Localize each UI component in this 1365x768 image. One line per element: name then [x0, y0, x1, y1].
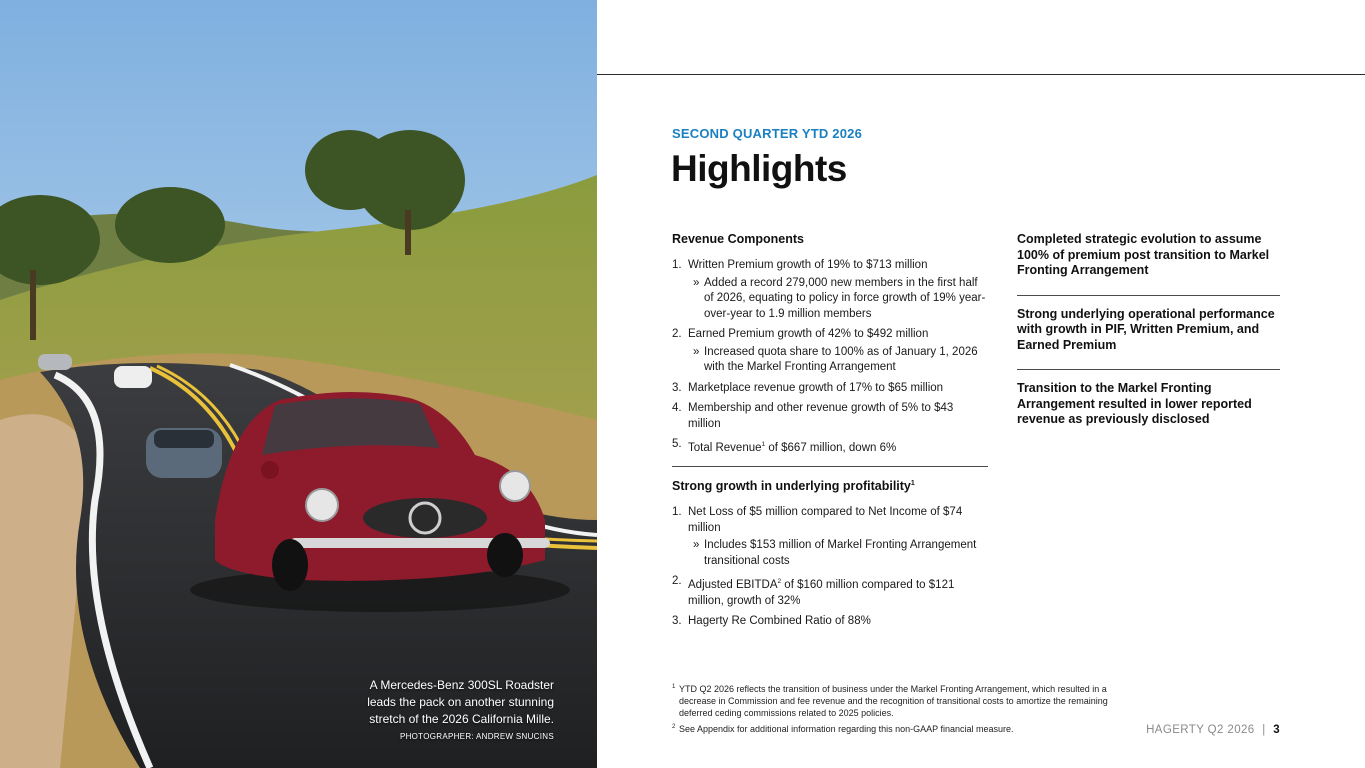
sub-text: Increased quota share to 100% as of January 1, 2026 with the Markel Fronting Arrangement	[704, 345, 978, 373]
list-number: 1.	[672, 506, 682, 519]
list-item	[672, 614, 988, 630]
photo-caption	[354, 677, 554, 741]
page-footer	[1146, 724, 1280, 736]
footnote-mark: 1	[672, 684, 676, 690]
sub-text: Includes $153 million of Markel Fronting Arrangement transitional costs	[704, 539, 977, 567]
list-text-a: Total Revenue	[688, 441, 762, 454]
bullet-raquo: »	[693, 345, 700, 358]
right-column	[1017, 232, 1280, 428]
profitability-heading-text: Strong growth in underlying profitability	[672, 479, 911, 494]
footnote-ref: 2	[777, 578, 782, 586]
road-scene-illustration	[0, 0, 597, 768]
highlight-callout: Transition to the Markel Fronting Arrangement resulted in lower reported revenue as previously disclosed	[1017, 381, 1252, 426]
list-number: 4.	[672, 402, 682, 414]
footnote-text: YTD Q2 2026 reflects the transition of business under the Markel Fronting Arrangement, which resulted in a decrease in Commission and fee revenue and the recognition of transitional costs to amortize the remaining deferred ceding commissions related to 2025 policies.	[679, 684, 1108, 718]
bullet-raquo: »	[693, 276, 700, 289]
highlight-callout: Completed strategic evolution to assume 100% of premium post transition to Markel Fronting Arrangement	[1017, 232, 1270, 277]
list-text: Marketplace revenue growth of 17% to $65 million	[688, 381, 944, 394]
sub-item	[688, 345, 988, 376]
list-number: 1.	[672, 259, 682, 271]
section-eyebrow: SECOND QUARTER YTD 2026	[672, 126, 863, 141]
footnote-text: See Appendix for additional information regarding this non-GAAP financial measure.	[679, 724, 1014, 734]
footer-brand: HAGERTY	[1146, 724, 1205, 736]
sub-list	[688, 276, 988, 323]
list-text-b: of $160 million compared to $121 million, growth of 32%	[688, 579, 955, 607]
callout-divider	[1017, 369, 1280, 370]
sub-text: Added a record 279,000 new members in the first half of 2026, equating to policy in force growth of 19% year-over-year to 1.9 million members	[704, 276, 986, 320]
sub-item	[688, 538, 988, 569]
footnote-mark: 2	[672, 724, 676, 730]
hero-photo	[0, 0, 597, 768]
footnote	[672, 683, 1112, 719]
footer-separator: |	[1262, 724, 1266, 736]
list-text: Written Premium growth of 19% to $713 million	[688, 259, 928, 271]
highlight-callout: Strong underlying operational performance with growth in PIF, Written Premium, and Earned Premium	[1017, 306, 1275, 352]
page-title: Highlights	[671, 148, 847, 189]
revenue-list	[672, 258, 988, 456]
list-text: Earned Premium growth of 42% to $492 million	[688, 328, 929, 340]
list-item	[672, 381, 988, 397]
profitability-list	[672, 505, 988, 629]
list-text: Membership and other revenue growth of 5% to $43 million	[688, 402, 954, 430]
list-text-a: Adjusted EBITDA	[688, 579, 778, 592]
profitability-heading	[672, 479, 988, 493]
callout-divider	[1017, 295, 1280, 296]
sub-item	[688, 276, 988, 323]
list-text-b: of $667 million, down 6%	[765, 441, 897, 454]
revenue-heading: Revenue Components	[672, 232, 804, 246]
list-number: 2.	[672, 575, 682, 588]
list-number: 3.	[672, 615, 682, 628]
footnote	[672, 723, 1112, 735]
photo-credit: PHOTOGRAPHER: ANDREW SNUCINS	[399, 732, 554, 741]
list-number: 2.	[672, 328, 682, 340]
list-item	[672, 258, 988, 322]
section-divider	[672, 466, 988, 467]
sub-list	[688, 345, 988, 376]
list-item	[672, 505, 988, 569]
list-text: Net Loss of $5 million compared to Net Income of $74 million	[688, 506, 963, 534]
left-column	[672, 232, 988, 635]
list-number: 5.	[672, 438, 682, 450]
list-item	[672, 574, 988, 609]
footer-period: Q2 2026	[1207, 724, 1255, 736]
footnote-ref: 1	[910, 480, 915, 488]
page-number: 3	[1273, 724, 1280, 736]
top-divider	[597, 74, 1365, 75]
list-text: Hagerty Re Combined Ratio of 88%	[688, 615, 871, 628]
list-item	[672, 437, 988, 456]
sub-list	[688, 538, 988, 569]
list-item	[672, 327, 988, 376]
footnote-ref: 1	[761, 441, 766, 448]
list-item	[672, 401, 988, 432]
footnotes	[672, 683, 1112, 739]
list-number: 3.	[672, 381, 682, 394]
bullet-raquo: »	[693, 539, 700, 552]
caption-text: A Mercedes-Benz 300SL Roadster leads the pack on another stunning stretch of the 2026 California Mille.	[367, 678, 554, 726]
